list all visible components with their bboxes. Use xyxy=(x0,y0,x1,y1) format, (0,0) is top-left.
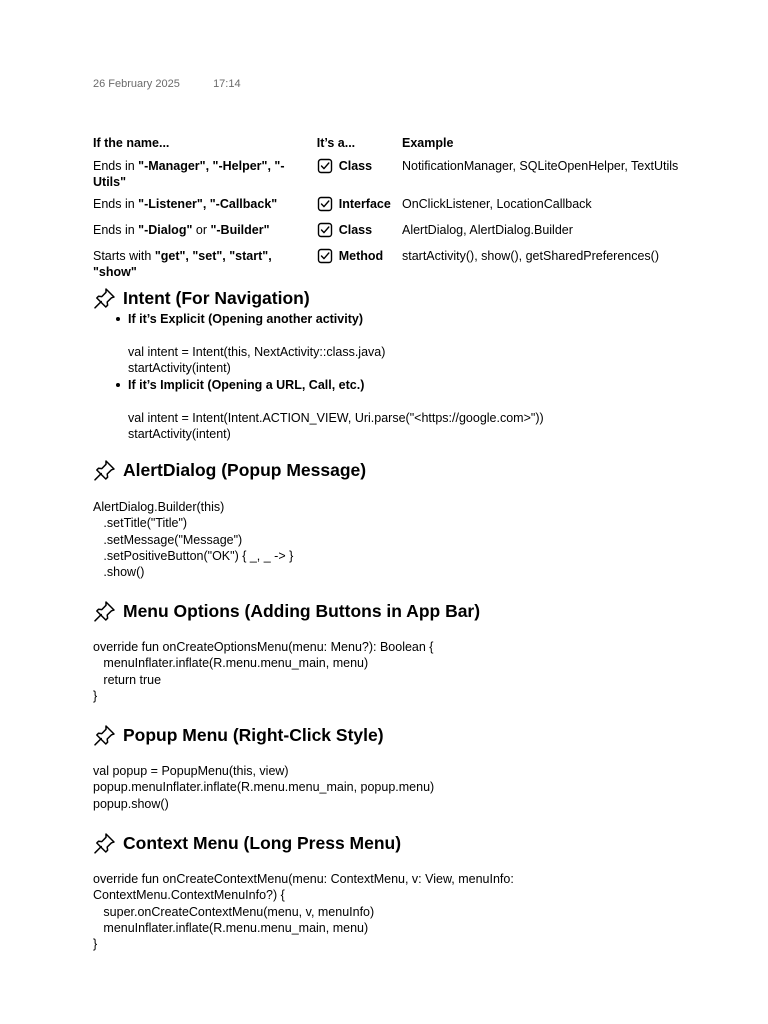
section-intent xyxy=(93,287,544,442)
pattern-bold: "-Dialog" xyxy=(138,223,193,237)
section-title: Popup Menu (Right-Click Style) xyxy=(123,724,384,745)
pattern-connector: or xyxy=(192,223,211,237)
pattern-prefix: Ends in xyxy=(93,223,139,237)
pattern-prefix: Ends in xyxy=(93,197,139,211)
table-header-row xyxy=(93,134,703,156)
pushpin-icon xyxy=(93,832,117,854)
name-pattern-cell xyxy=(93,194,317,220)
kind-label: Method xyxy=(338,249,384,263)
pushpin-icon xyxy=(93,287,117,309)
section-heading xyxy=(93,724,434,746)
pattern-prefix: Ends in xyxy=(93,159,139,173)
pushpin-icon xyxy=(93,724,117,746)
note-date: 26 February 2025 xyxy=(93,78,180,90)
kind-label: Class xyxy=(338,223,373,237)
pattern-bold: "-Listener", "-Callback" xyxy=(138,197,278,211)
code-block: override fun onCreateOptionsMenu(menu: Menu?): Boolean { menuInflater.inflate(R.menu.menu_main, menu) return true } xyxy=(93,640,434,703)
bullet-title: If it’s Explicit (Opening another activity) xyxy=(128,312,363,326)
list-item xyxy=(128,311,544,377)
section-popup-menu xyxy=(93,724,434,812)
column-header-example: Example xyxy=(401,136,454,150)
section-heading xyxy=(93,459,366,481)
code-block: val popup = PopupMenu(this, view) popup.menuInflater.inflate(R.menu.menu_main, popup.menu) popup.show() xyxy=(93,764,435,811)
kind-label: Class xyxy=(338,159,373,173)
pattern-prefix: Starts with xyxy=(93,249,155,263)
code-block: override fun onCreateContextMenu(menu: ContextMenu, v: View, menuInfo: ContextMenu.ContextMenuInfo?) { super.onCreateContextMenu(menu, v, menuInfo) menuInflater.inflate(R.menu.menu_main, menu) } xyxy=(93,872,514,952)
table-row xyxy=(93,194,703,220)
code-block: val intent = Intent(Intent.ACTION_VIEW, Uri.parse("<https://google.com>")) startActivity(intent) xyxy=(128,410,544,441)
bullet-title: If it’s Implicit (Opening a URL, Call, etc.) xyxy=(128,377,365,392)
kind-cell xyxy=(317,220,402,246)
code-block: val intent = Intent(this, NextActivity::class.java) startActivity(intent) xyxy=(128,345,386,376)
section-alertdialog xyxy=(93,459,366,580)
pushpin-icon xyxy=(93,459,117,481)
table-row xyxy=(93,220,703,246)
table-row xyxy=(93,246,703,284)
section-title: AlertDialog (Popup Message) xyxy=(123,459,367,480)
section-context-menu xyxy=(93,832,514,952)
section-title: Context Menu (Long Press Menu) xyxy=(123,832,402,853)
note-time: 17:14 xyxy=(213,78,241,90)
example-cell: OnClickListener, LocationCallback xyxy=(401,197,592,211)
checkbox-checked-icon xyxy=(317,248,333,264)
section-heading xyxy=(93,287,544,309)
kind-cell xyxy=(317,194,402,220)
naming-convention-table xyxy=(93,134,703,284)
pattern-bold: "-Manager", "-Helper", "-Utils" xyxy=(93,159,285,189)
pattern-bold-2: "-Builder" xyxy=(210,223,270,237)
section-heading xyxy=(93,832,514,854)
example-cell: startActivity(), show(), getSharedPreferences() xyxy=(401,249,660,263)
checkbox-checked-icon xyxy=(317,222,333,238)
name-pattern-cell xyxy=(93,156,317,194)
pushpin-icon xyxy=(93,600,117,622)
list-item xyxy=(128,377,544,443)
section-title: Intent (For Navigation) xyxy=(123,287,310,308)
pattern-bold: "get", "set", "start", "show" xyxy=(93,249,272,279)
kind-cell xyxy=(317,246,402,284)
checkbox-checked-icon xyxy=(317,196,333,212)
intent-bullet-list xyxy=(93,311,544,442)
name-pattern-cell xyxy=(93,220,317,246)
section-title: Menu Options (Adding Buttons in App Bar) xyxy=(123,600,481,621)
table-row xyxy=(93,156,703,194)
code-block: AlertDialog.Builder(this) .setTitle("Title") .setMessage("Message") .setPositiveButton("OK") { _, _ -> } .show() xyxy=(93,500,294,580)
section-heading xyxy=(93,600,480,622)
note-metadata xyxy=(93,78,241,90)
checkbox-checked-icon xyxy=(317,158,333,174)
column-header-kind: It’s a... xyxy=(316,136,356,150)
kind-label: Interface xyxy=(338,197,391,211)
column-header-name: If the name... xyxy=(93,136,170,150)
kind-cell xyxy=(317,156,402,194)
example-cell: AlertDialog, AlertDialog.Builder xyxy=(401,223,573,237)
section-menu-options xyxy=(93,600,480,704)
example-cell: NotificationManager, SQLiteOpenHelper, TextUtils xyxy=(401,159,679,173)
name-pattern-cell xyxy=(93,246,317,284)
